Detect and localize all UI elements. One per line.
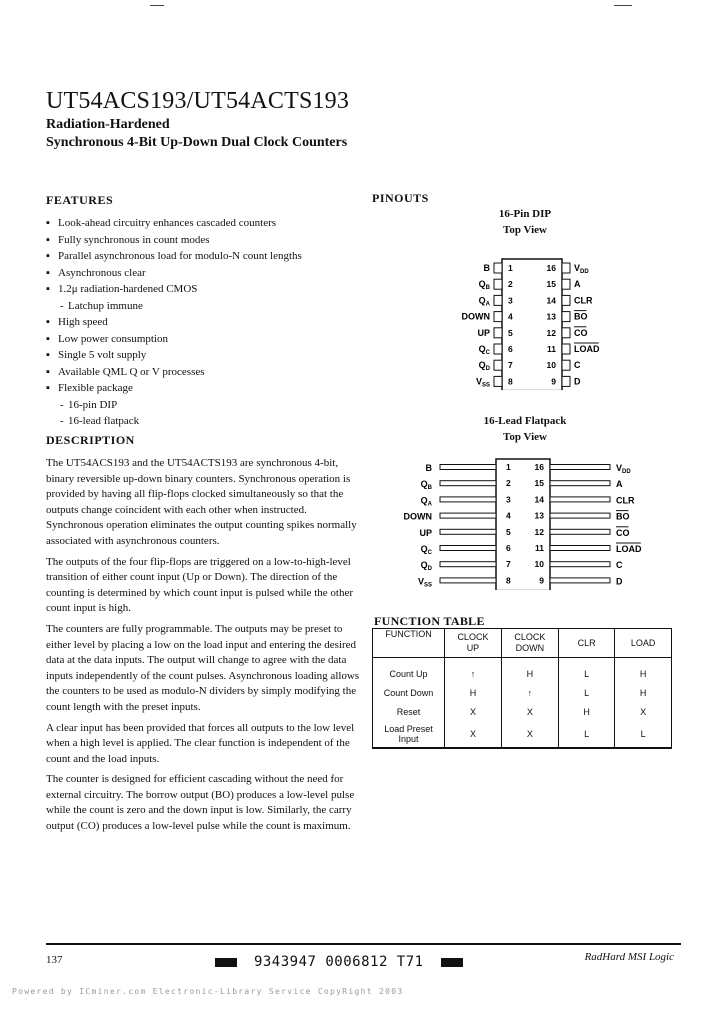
pin-number: 11 [547,344,556,354]
feature-text: 16-pin DIP [68,398,118,411]
pin-label: CO [616,527,630,538]
pin-label: CO [574,327,588,338]
bullet-icon: ▪ [46,349,50,361]
page-number: 137 [46,954,63,966]
flatpack-lead-left [440,481,496,486]
pin-label: D [574,376,581,387]
bullet-icon: ▪ [46,365,50,378]
pin-number: 3 [506,494,511,505]
bullet-icon: ▪ [46,217,50,229]
pin-label-subscript: DD [580,269,589,275]
table-header-line: FUNCTION [385,629,432,639]
dip-pin-left [494,328,502,338]
pin-number: 11 [535,543,544,553]
table-cell: H [615,658,672,684]
pinouts-heading: PINOUTS [372,191,429,205]
feature-text: High speed [58,316,108,328]
pin-label: $Q_C$ [478,344,490,356]
description-heading: DESCRIPTION [46,433,135,447]
features-list [46,215,356,430]
bullet-icon: ▪ [46,266,50,279]
barcode-block-right [441,958,463,967]
dip-pin-right [562,328,570,338]
table-cell: L [558,683,614,702]
dip-pin-right [562,376,570,386]
pin-label: $Q_B$ [420,479,432,492]
pin-label: UP [419,527,432,538]
watermark: Powered by ICminer.com Electronic-Library Service CopyRight 2003 [12,987,404,996]
table-row [373,683,672,702]
pin-number: 2 [506,478,511,489]
bullet-icon: ▪ [46,316,50,328]
function-table-title: FUNCTION TABLE [374,614,485,628]
pin-label-subscript: B [485,285,490,292]
feature-item [46,364,356,381]
pin-number: 6 [506,543,511,553]
dip-pin-right [562,295,570,305]
pin-label: CLR [616,495,635,506]
dip-pin-left [494,376,502,386]
table-cell: H [444,683,501,702]
flatpack-lead-right [550,465,610,470]
pin-number: 3 [508,295,513,306]
flatpack-lead-left [440,562,496,567]
bullet-icon: ▪ [46,250,50,262]
pin-number: 10 [546,360,556,371]
pin-label: A [574,279,581,290]
dip-pin-left [494,263,502,273]
function-cell-line: Load Preset [384,724,433,734]
feature-item [46,413,356,430]
table-header [444,629,501,658]
table-cell: H [558,702,614,721]
flatpack-lead-right [550,578,610,583]
pin-number: 5 [506,526,511,537]
feature-item [46,331,356,348]
dip-pin-left [494,344,502,354]
pin-number: 7 [508,360,513,371]
pin-number: 12 [534,526,544,537]
pin-label-subscript: B [427,485,432,492]
table-cell: H [615,683,672,702]
barcode-block-left [215,958,237,967]
table-header [501,629,558,658]
pin-label-subscript: D [485,366,490,373]
dip-pin-left [494,312,502,322]
barcode [215,954,463,970]
bullet-icon: ▪ [46,382,50,394]
pin-label: UP [477,327,490,338]
pin-number: 9 [551,376,556,387]
pin-number: 1 [506,462,511,472]
pin-label: $Q_B$ [478,279,490,292]
pin-number: 16 [546,263,556,273]
feature-text: 1.2μ radiation-hardened CMOS [58,283,198,295]
dash-bullet: - [60,415,64,427]
feature-text: Low power consumption [58,332,168,345]
table-header [558,629,614,658]
table-cell: X [444,702,501,721]
table-header-line: CLOCK [514,632,546,642]
pin-label: $V_{DD}$ [574,263,589,275]
pin-number: 15 [546,279,556,290]
pin-label: C [616,560,623,571]
features-heading: FEATURES [46,193,114,207]
pin-label: $V_{SS}$ [417,576,432,589]
table-row [373,721,672,748]
pin-number: 14 [534,494,544,505]
function-cell-line: Input [398,734,419,744]
description-paragraph: The UT54ACS193 and the UT54ACTS193 are synchronous 4-bit, binary reversible up-down binary counters. Synchronous operation is provided by having all flip-flops clocked simultaneously so that the outputs change coincident with each other when instructed. Synchronous operation eliminates the output counting spikes normally associated with asynchronous counters. [46,457,357,547]
flatpack-lead-left [440,465,496,470]
dip-pin-left [494,279,502,289]
dash-bullet: - [60,299,64,312]
description-paragraph: A clear input has been provided that forces all outputs to the low level when a high level is applied. The clear function is independent of the count and the load inputs. [46,721,355,765]
bullet-icon: ▪ [46,283,50,295]
flatpack-lead-right [550,562,610,567]
pin-number: 8 [508,376,513,387]
pin-label: $Q_C$ [420,544,432,556]
feature-item [46,380,356,397]
pin-label-subscript: SS [481,382,490,389]
dash-bullet: - [60,398,64,411]
description-body [46,456,361,840]
flatpack-lead-left [440,513,496,518]
bullet-icon: ▪ [46,233,50,246]
pin-label: $Q_A$ [420,495,432,508]
feature-text: Latchup immune [68,299,143,312]
pin-label: B [483,263,490,273]
table-header [615,629,672,658]
pin-label-subscript: C [427,550,432,556]
pin-number: 8 [506,575,511,586]
flatpack-view: Top View [503,431,547,443]
pin-number: 10 [534,559,544,570]
pin-label: CLR [574,295,593,306]
function-cell [373,721,445,748]
dip-title: 16-Pin DIP [498,208,552,220]
table-header-line: UP [466,643,480,653]
pin-label: BO [616,511,630,522]
pin-number: 5 [508,327,513,338]
table-cell: X [501,702,558,721]
pin-label: $Q_D$ [420,560,432,573]
dip-pin-right [562,360,570,370]
dip-pinout-diagram [440,255,630,390]
function-table [372,628,672,749]
barcode-text: 9343947 0006812 T71 [253,954,424,970]
feature-text: Parallel asynchronous load for modulo-N count lengths [58,250,302,262]
pin-label: LOAD [574,344,600,354]
dip-pin-left [494,295,502,305]
pin-number: 9 [539,575,544,586]
top-crop-mark-left [150,5,164,6]
table-cell: L [615,721,672,748]
pin-label-subscript: A [485,301,490,308]
function-cell-line: Count Up [389,668,428,679]
pin-number: 2 [508,279,513,290]
pin-number: 13 [534,510,544,521]
description-paragraph: The counter is designed for efficient cascading without the need for external circuitry. The borrow output (BO) produces a low-level pulse while the count is zero and the down input is low. Similarly, the carry output (CO) produces a low-level pulse while the count is maximum. [46,773,355,833]
top-crop-mark-right [614,5,632,6]
feature-text: Flexible package [58,382,133,394]
feature-item [46,314,356,331]
table-header [373,629,445,658]
pin-number: 12 [546,327,556,338]
flatpack-lead-right [550,529,610,534]
pin-label: $V_{SS}$ [475,376,490,389]
feature-item [46,397,356,414]
description-paragraph: The counters are fully programmable. The outputs may be preset to either level by placing a low on the load input and entering the desired data at the data inputs. The output will change to agree with the data inputs independently of the count pulses. Asynchronous loading allows the counters to be used as modulo-N dividers by simply modifying the count length with the preset inputs. [46,622,360,713]
flatpack-lead-left [440,529,496,534]
pin-label: LOAD [616,544,642,554]
feature-item [46,281,356,298]
table-cell: X [615,702,672,721]
table-row [373,658,672,684]
table-header-line: CLOCK [457,632,489,642]
pin-label: $V_{DD}$ [616,463,631,475]
flatpack-title: 16-Lead Flatpack [483,415,567,427]
pin-number: 6 [508,344,513,354]
table-row [373,702,672,721]
feature-text: 16-lead flatpack [68,415,140,427]
subtitle-line-2: Synchronous 4-Bit Up-Down Dual Clock Counters [46,135,348,150]
feature-item [46,232,356,249]
table-cell: L [558,658,614,684]
flatpack-lead-right [550,546,610,551]
footer-product-line: RadHard MSI Logic [584,951,674,963]
flatpack-pinout-diagram [390,455,650,590]
pin-label-subscript: SS [423,582,432,589]
feature-item [46,215,356,232]
pin-number: 16 [534,462,544,472]
dip-pin-right [562,279,570,289]
dip-pin-left [494,360,502,370]
pin-number: 13 [546,311,556,322]
dip-view: Top View [503,224,547,236]
table-cell: ↑ [501,683,558,702]
function-cell [373,658,445,684]
subtitle-line-1: Radiation-Hardened [46,117,170,132]
dip-pin-right [562,263,570,273]
pin-label-subscript: C [485,350,490,356]
feature-item [46,265,356,282]
pin-label-subscript: D [427,566,432,573]
feature-text: Look-ahead circuitry enhances cascaded counters [58,217,277,229]
feature-item [46,347,356,364]
feature-text: Fully synchronous in count modes [58,233,210,246]
pin-label-subscript: A [427,501,432,508]
pin-label: A [616,479,623,490]
feature-text: Single 5 volt supply [58,349,147,361]
function-cell-line: Reset [396,706,421,717]
pin-label: $Q_D$ [478,360,490,373]
pin-number: 4 [508,311,513,322]
description-paragraph: The outputs of the four flip-flops are triggered on a low-to-high-level transition of either count input (Up or Down). The direction of the counting is determined by which count input is pulsed while the other count input is high. [46,555,354,615]
table-header-line: DOWN [515,643,545,653]
flatpack-lead-left [440,546,496,551]
feature-text: Available QML Q or V processes [58,365,205,378]
footer-rule [46,943,681,945]
pin-number: 15 [534,478,544,489]
pin-label: DOWN [403,511,432,522]
table-cell: H [501,658,558,684]
table-header-line: LOAD [630,637,656,648]
pin-label: B [425,463,432,473]
page-title: UT54ACS193/UT54ACTS193 [46,88,350,114]
table-cell: X [444,721,501,748]
pin-label-subscript: DD [622,469,631,475]
table-header-line: CLR [577,637,596,648]
dip-pin-right [562,312,570,322]
pin-number: 4 [506,510,511,521]
flatpack-lead-left [440,497,496,502]
pin-label: BO [574,311,588,322]
pin-label: D [616,576,623,587]
function-cell [373,683,445,702]
bullet-icon: ▪ [46,332,50,345]
function-cell-line: Count Down [383,687,434,698]
flatpack-lead-right [550,513,610,518]
pin-number: 14 [546,295,556,306]
pin-number: 7 [506,559,511,570]
pin-label: DOWN [461,311,490,322]
feature-item [46,298,356,315]
flatpack-lead-right [550,497,610,502]
table-cell: X [501,721,558,748]
dip-pin-right [562,344,570,354]
pin-number: 1 [508,263,513,273]
function-cell [373,702,445,721]
table-cell: L [558,721,614,748]
flatpack-lead-right [550,481,610,486]
pin-label: $Q_A$ [478,295,490,308]
feature-item [46,248,356,265]
table-cell: ↑ [444,658,501,684]
pin-label: C [574,360,581,371]
flatpack-lead-left [440,578,496,583]
feature-text: Asynchronous clear [58,266,146,279]
